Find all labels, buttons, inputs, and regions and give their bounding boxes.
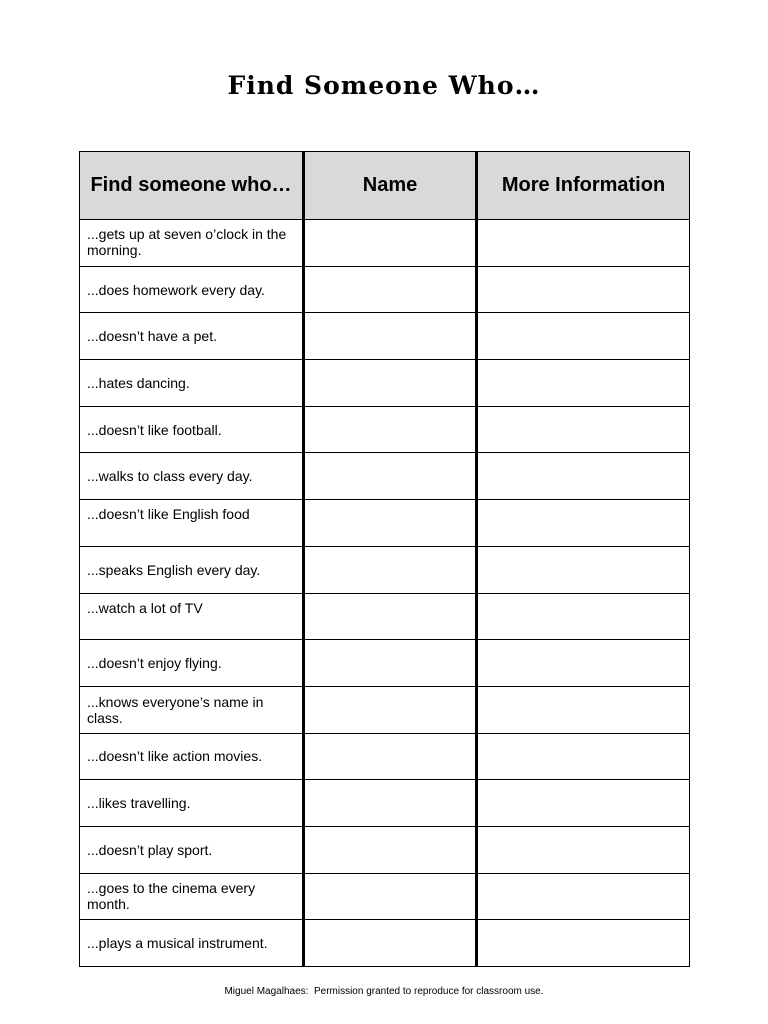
table-row: [80, 873, 690, 920]
prompt-cell: ...doesn’t play sport.: [80, 826, 304, 873]
table-row: [80, 500, 690, 547]
name-cell[interactable]: [304, 546, 477, 593]
table-row: [80, 453, 690, 500]
table-row: [80, 313, 690, 360]
table-row: [80, 733, 690, 780]
more-information-cell[interactable]: [477, 826, 690, 873]
table-row: [80, 546, 690, 593]
table-row: [80, 406, 690, 453]
prompt-cell: ...does homework every day.: [80, 266, 304, 313]
table-body: [80, 220, 690, 967]
name-cell[interactable]: [304, 640, 477, 687]
more-information-cell[interactable]: [477, 733, 690, 780]
prompt-cell: ...walks to class every day.: [80, 453, 304, 500]
name-cell[interactable]: [304, 220, 477, 267]
prompt-cell: ...watch a lot of TV: [80, 593, 304, 640]
header-name: Name: [304, 152, 477, 220]
name-cell[interactable]: [304, 826, 477, 873]
more-information-cell[interactable]: [477, 500, 690, 547]
more-information-cell[interactable]: [477, 360, 690, 407]
name-cell[interactable]: [304, 406, 477, 453]
header-more-information: More Information: [477, 152, 690, 220]
more-information-cell[interactable]: [477, 406, 690, 453]
more-information-cell[interactable]: [477, 220, 690, 267]
prompt-cell: ...doesn’t like English food: [80, 500, 304, 547]
more-information-cell[interactable]: [477, 546, 690, 593]
prompt-cell: ...plays a musical instrument.: [80, 920, 304, 967]
name-cell[interactable]: [304, 873, 477, 920]
prompt-cell: ...doesn’t like football.: [80, 406, 304, 453]
table-row: [80, 593, 690, 640]
name-cell[interactable]: [304, 780, 477, 827]
name-cell[interactable]: [304, 686, 477, 733]
table-row: [80, 220, 690, 267]
more-information-cell[interactable]: [477, 686, 690, 733]
prompt-cell: ...doesn’t like action movies.: [80, 733, 304, 780]
name-cell[interactable]: [304, 360, 477, 407]
find-someone-who-table: [79, 151, 690, 967]
footer-note: Miguel Magalhaes: Permission granted to reproduce for classroom use.: [224, 986, 544, 997]
name-cell[interactable]: [304, 313, 477, 360]
table-row: [80, 360, 690, 407]
more-information-cell[interactable]: [477, 640, 690, 687]
name-cell[interactable]: [304, 453, 477, 500]
table-row: [80, 640, 690, 687]
prompt-cell: ...knows everyone’s name in class.: [80, 686, 304, 733]
more-information-cell[interactable]: [477, 313, 690, 360]
name-cell[interactable]: [304, 920, 477, 967]
more-information-cell[interactable]: [477, 593, 690, 640]
name-cell[interactable]: [304, 500, 477, 547]
table-row: [80, 686, 690, 733]
table-row: [80, 780, 690, 827]
prompt-cell: ...gets up at seven o’clock in the morning.: [80, 220, 304, 267]
name-cell[interactable]: [304, 593, 477, 640]
more-information-cell[interactable]: [477, 873, 690, 920]
prompt-cell: ...doesn’t enjoy flying.: [80, 640, 304, 687]
page-title: Find Someone Who…: [227, 71, 541, 100]
name-cell[interactable]: [304, 266, 477, 313]
more-information-cell[interactable]: [477, 780, 690, 827]
more-information-cell[interactable]: [477, 920, 690, 967]
prompt-cell: ...hates dancing.: [80, 360, 304, 407]
table-row: [80, 266, 690, 313]
prompt-cell: ...doesn’t have a pet.: [80, 313, 304, 360]
table-header-row: [80, 152, 690, 220]
table-row: [80, 826, 690, 873]
more-information-cell[interactable]: [477, 266, 690, 313]
prompt-cell: ...speaks English every day.: [80, 546, 304, 593]
table-row: [80, 920, 690, 967]
header-find-someone-who: Find someone who…: [80, 152, 304, 220]
more-information-cell[interactable]: [477, 453, 690, 500]
name-cell[interactable]: [304, 733, 477, 780]
prompt-cell: ...likes travelling.: [80, 780, 304, 827]
prompt-cell: ...goes to the cinema every month.: [80, 873, 304, 920]
